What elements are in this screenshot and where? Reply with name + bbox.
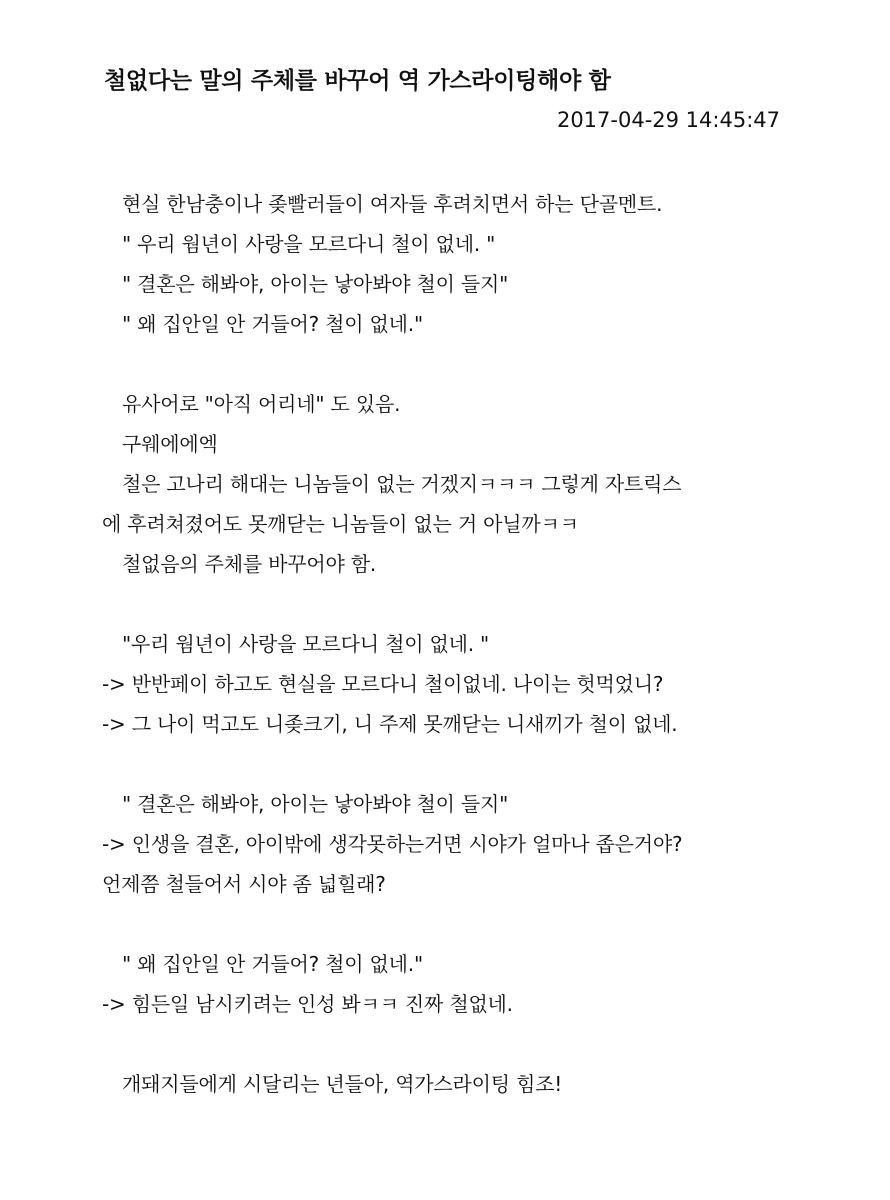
body-line: " 결혼은 해봐야, 아이는 낳아봐야 철이 들지" bbox=[122, 272, 509, 296]
body-line: 유사어로 "아직 어리네" 도 있음. bbox=[122, 392, 401, 416]
post-title: 철없다는 말의 주체를 바꾸어 역 가스라이팅해야 함 bbox=[104, 68, 611, 94]
body-line: " 왜 집안일 안 거들어? 철이 없네." bbox=[122, 312, 423, 336]
blank-line bbox=[102, 344, 792, 384]
body-line: " 왜 집안일 안 거들어? 철이 없네." bbox=[122, 952, 423, 976]
blank-line bbox=[102, 1024, 792, 1064]
body-line: 에 후려쳐졌어도 못깨닫는 니놈들이 없는 거 아닐까ㅋㅋ bbox=[102, 512, 579, 536]
post-body bbox=[102, 184, 792, 1104]
body-line: "우리 웜년이 사랑을 모르다니 철이 없네. " bbox=[122, 632, 490, 656]
body-line: -> 그 나이 먹고도 니좆크기, 니 주제 못깨닫는 니새끼가 철이 없네. bbox=[102, 712, 678, 736]
body-line: 철은 고나리 해대는 니놈들이 없는 거겠지ㅋㅋㅋ 그렇게 자트릭스 bbox=[122, 472, 682, 496]
blank-line bbox=[102, 904, 792, 944]
body-line: -> 힘든일 남시키려는 인성 봐ㅋㅋ 진짜 철없네. bbox=[102, 992, 513, 1016]
post-timestamp: 2017-04-29 14:45:47 bbox=[556, 108, 780, 132]
body-line: 언제쯤 철들어서 시야 좀 넓힐래? bbox=[102, 872, 386, 896]
body-line: 현실 한남충이나 좆빨러들이 여자들 후려치면서 하는 단골멘트. bbox=[122, 192, 663, 216]
body-line: -> 인생을 결혼, 아이밖에 생각못하는거면 시야가 얼마나 좁은거야? bbox=[102, 832, 683, 856]
body-line: " 우리 웜년이 사랑을 모르다니 철이 없네. " bbox=[122, 232, 496, 256]
body-line: 철없음의 주체를 바꾸어야 함. bbox=[122, 552, 377, 576]
body-line: 구웨에에엑 bbox=[122, 432, 218, 456]
body-line: " 결혼은 해봐야, 아이는 낳아봐야 철이 들지" bbox=[122, 792, 509, 816]
body-line: 개돼지들에게 시달리는 년들아, 역가스라이팅 힘조! bbox=[122, 1072, 563, 1096]
blank-line bbox=[102, 584, 792, 624]
blank-line bbox=[102, 744, 792, 784]
body-line: -> 반반페이 하고도 현실을 모르다니 철이없네. 나이는 헛먹었니? bbox=[102, 672, 664, 696]
